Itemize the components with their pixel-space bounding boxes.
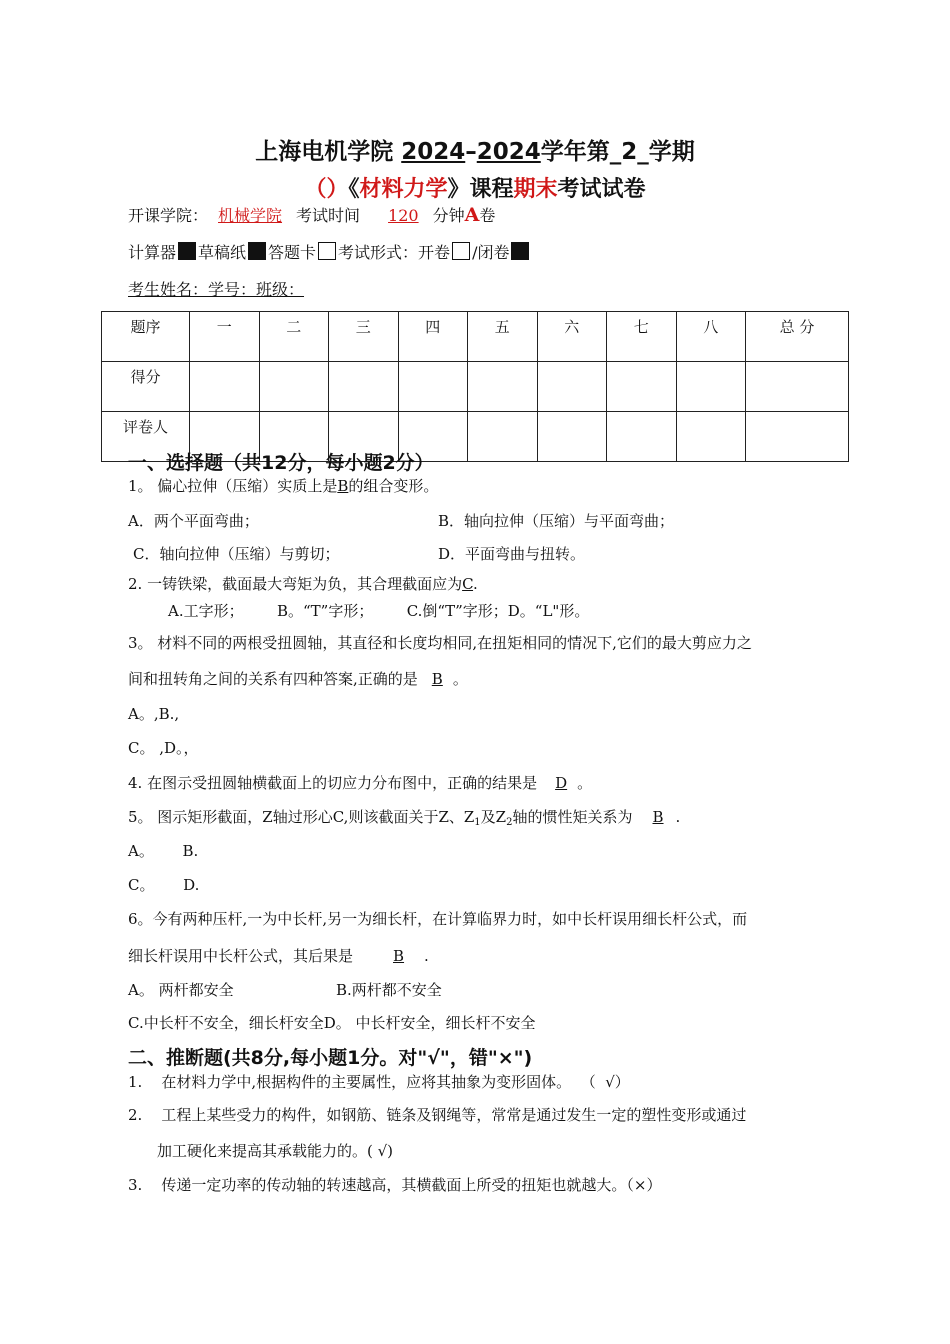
q3-options-ab: A。,B., — [128, 705, 180, 723]
student-info-line: 考生姓名：学号：班级： — [128, 280, 305, 299]
exam-title: 上海电机学院 2024–2024学年第_2_学期 — [255, 139, 695, 165]
q6-options-cd: C.中长杆不安全，细长杆安全D。 中长杆安全，细长杆不安全 — [128, 1014, 536, 1032]
question-2: 2. 一铸铁梁，截面最大弯矩为负，其合理截面应为C. — [128, 575, 478, 593]
table-header: 一 — [190, 312, 260, 362]
draft-checkbox — [248, 242, 266, 260]
time-value: 120 — [388, 206, 419, 225]
question-6-line2: 细长杆误用中长杆公式，其后果是 B . — [128, 947, 429, 965]
table-header: 总 分 — [746, 312, 849, 362]
question-3-line2: 间和扭转角之间的关系有四种答案,正确的是 B 。 — [128, 670, 468, 688]
q5-options-ab: A。 B. — [128, 842, 199, 860]
q3-options-cd: C。 ,D。， — [128, 739, 199, 757]
q5-options-cd: C。 D. — [128, 876, 200, 894]
materials-line: 计算器 草稿纸 答题卡 考试形式：开卷 /闭卷 — [128, 240, 531, 263]
q6-option-b: B.两杆都不安全 — [336, 981, 442, 999]
table-header: 五 — [468, 312, 538, 362]
row-label: 得分 — [102, 362, 190, 412]
answer-card-checkbox — [318, 242, 336, 260]
q1-option-d: D．平面弯曲与扭转。 — [438, 545, 586, 563]
question-6-line1: 6。今有两种压杆,一为中长杆,另一为细长杆，在计算临界力时，如中长杆误用细长杆公式，而 — [128, 910, 748, 928]
row-label: 评卷人 — [102, 412, 190, 462]
table-header: 七 — [607, 312, 677, 362]
college-line: 开课学院： 机械学院 考试时间 120 分钟A卷 — [128, 204, 496, 226]
judge-item-2-line1: 2. 工程上某些受力的构件，如钢筋、链条及钢绳等，常常是通过发生一定的塑性变形或通过 — [128, 1106, 747, 1124]
table-row — [102, 312, 849, 362]
q6-option-a: A。 两杆都安全 — [128, 981, 234, 999]
q2-options: A.工字形； B。“T”字形； C.倒“T”字形；D。“L"形。 — [168, 602, 590, 620]
judge-item-1: 1. 在材料力学中,根据构件的主要属性，应将其抽象为变形固体。 （ √） — [128, 1073, 630, 1091]
course-title: （）《材料力学》课程期末考试试卷 — [304, 177, 646, 202]
paper-letter: A — [464, 204, 480, 226]
table-header: 题序 — [102, 312, 190, 362]
question-1: 1。 偏心拉伸（压缩）实质上是B的组合变形。 — [128, 477, 439, 495]
table-row — [102, 362, 849, 412]
table-header: 四 — [398, 312, 468, 362]
judge-item-3: 3. 传递一定功率的传动轴的转速越高，其横截面上所受的扭矩也就越大。（×） — [128, 1176, 662, 1194]
calculator-checkbox — [178, 242, 196, 260]
table-header: 八 — [676, 312, 746, 362]
q1-option-a: A．两个平面弯曲； — [128, 512, 259, 530]
open-book-checkbox — [452, 242, 470, 260]
q1-option-c: C．轴向拉伸（压缩）与剪切； — [133, 545, 340, 563]
question-5: 5。 图示矩形截面，Z轴过形心C,则该截面关于Z、$Z_1$及$Z_2$轴的惯性矩关系为 B . — [128, 808, 681, 828]
section1-heading: 一、选择题（共12分，每小题2分） — [128, 452, 434, 474]
table-header: 六 — [537, 312, 607, 362]
section2-heading: 二、推断题(共8分,每小题1分。对"√"，错"×") — [128, 1047, 533, 1069]
question-4: 4. 在图示受扭圆轴横截面上的切应力分布图中，正确的结果是 D 。 — [128, 774, 593, 792]
question-3-line1: 3。 材料不同的两根受扭圆轴，其直径和长度均相同,在扭矩相同的情况下,它们的最大剪应力之 — [128, 634, 752, 652]
q1-option-b: B．轴向拉伸（压缩）与平面弯曲； — [438, 512, 675, 530]
table-header: 二 — [259, 312, 329, 362]
college-value: 机械学院 — [218, 206, 283, 225]
score-table — [101, 311, 849, 462]
judge-item-2-line2: 加工硬化来提高其承载能力的。( √) — [157, 1142, 394, 1160]
closed-book-checkbox — [511, 242, 529, 260]
table-header: 三 — [329, 312, 399, 362]
